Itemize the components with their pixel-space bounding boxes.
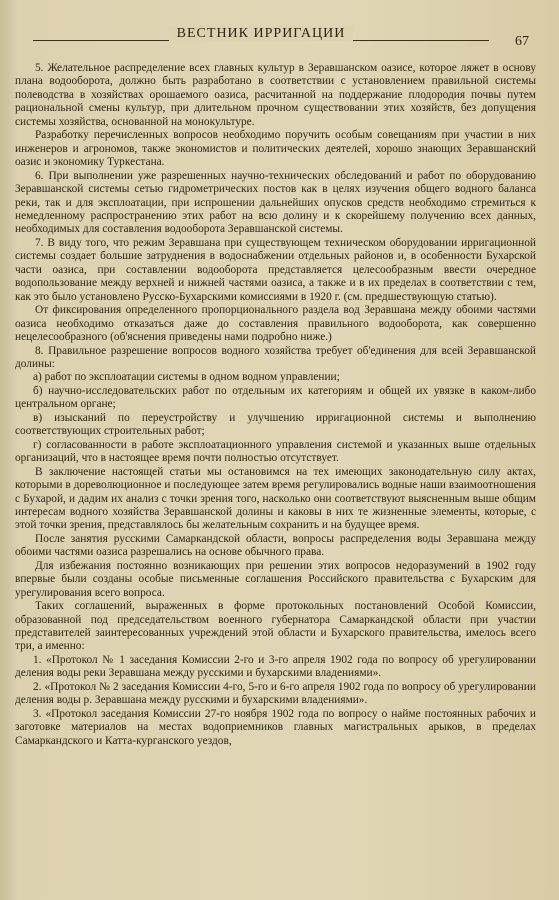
list-item-a: а) работ по эксплоатации системы в одном водном управлении; bbox=[33, 371, 340, 384]
list-item-g: г) согласованности в работе эксплоатационного управления системой и указанных выше отдельных организаций, что в настоящее время почти полностью отсутствует. bbox=[15, 438, 536, 465]
paragraph-6: 6. При выполнении уже разрешенных научно-технических обследований и работ по оборудованию Зеравшанской системы сетью гидрометрических постов как в целях изучения общего водного баланса реки, так и для эксплоатации, при испрошении дальнейших опусков средств необходимо стремиться к немедленному распространению этих работ на всю долину и к скорейшему получению всех данных, необходимых для составления водооборота Зеравшанской системы. bbox=[15, 169, 536, 236]
paragraph-samarkand: После занятия русскими Самаркандской области, вопросы распределения воды Зеравшана между обоими частями оазиса разрешались на основе обычного права. bbox=[15, 532, 536, 559]
paragraph-7: 7. В виду того, что режим Зеравшана при существующем техническом оборудовании ирригационной системы создает большие затруднения в водоснабжении отдельных районов и, в особенности Бухарской части оазиса, при составлении водооборота представляется целесообразным ввести очередное водопользование между верхней и нижней частями оазиса, а также и в их пределах в соответствии с тем, как это было установлено Русско-Бухарскими комиссиями в 1920 г. (см. предшествующую статью). bbox=[15, 236, 536, 303]
paragraph-fixing: От фиксирования определенного пропорционального раздела вод Зеравшана между обоими частями оазиса необходимо отказаться даже до составления правильного водооборота, как совершенно нецелесообразного (об'яснения приведены нами подробно ниже.) bbox=[15, 304, 536, 344]
list-item-b: б) научно-исследовательских работ по отдельным их категориям и общей их увязке в каком-либо центральном органе; bbox=[15, 384, 536, 411]
page-header bbox=[15, 18, 547, 48]
paragraph-5: 5. Желательное распределение всех главных культур в Зеравшанском оазисе, которое ляжет в основу плана водооборота, должно быть разработано в соответствии с установлением правильной системы полеводства в хозяйствах орошаемого оазиса, расчитанной на поддержание плодородия почвы путем рациональной смены культур, при длительном прочном существовании этих хозяйств, без допущения системы хозяйства, основанной на монокультуре. bbox=[15, 62, 536, 128]
paragraph-conclusion: В заключение настоящей статьи мы остановимся на тех имеющих законодательную силу актах, которыми в дореволюционное и последующее затем время регулировались водные наши взаимоотношения с Бухарой, и дадим их анализ с точки зрения того, насколько они соответствуют выясненным выше общим интересам водного хозяйства Зеравшанской долины и каковы в них те жизненные элементы, которые, с этой точки зрения, представлялось бы желательным сохранить и на будущее время. bbox=[15, 465, 536, 532]
protocol-3: 3. «Протокол заседания Комиссии 27-го ноября 1902 года по вопросу о найме постоянных рабочих и заготовке материалов на местах водоприемников главных магистральных арыков, в пределах Самаркандского и Катта-курганского уездов, bbox=[15, 707, 536, 747]
paragraph-8: 8. Правильное разрешение вопросов водного хозяйства требует об'единения для всей Зеравшанской долины: bbox=[15, 344, 536, 370]
page-number: 67 bbox=[515, 34, 529, 49]
list-item-v: в) изысканий по переустройству и улучшению ирригационной системы и выполнению соответствующих строительных работ; bbox=[15, 411, 536, 438]
body-text bbox=[15, 62, 536, 900]
paragraph-agreements: Таких соглашений, выраженных в форме протокольных постановлений Особой Комиссии, образованной под председательством военного губернатора Самаркандской области при участии представителей заинтересованных учреждений этой области и Бухарского правительства, имелось всего три, а именно: bbox=[15, 600, 536, 653]
protocol-1: 1. «Протокол № 1 заседания Комиссии 2-го и 3-го апреля 1902 года по вопросу об урегулировании деления воды реки Зеравшана между русскими и бухарскими владениями». bbox=[15, 653, 536, 680]
protocol-2: 2. «Протокол № 2 заседания Комиссии 4-го, 5-го и 6-го апреля 1902 года по вопросу об урегулировании деления воды р. Зеравшана между русскими и бухарскими владениями». bbox=[15, 680, 536, 707]
paragraph-1902: Для избежания постоянно возникающих при решении этих вопросов недоразумений в 1902 году впервые были созданы особые письменные соглашения Российского правительства с Бухарским для урегулирования всего вопроса. bbox=[15, 559, 536, 599]
paragraph-conferences: Разработку перечисленных вопросов необходимо поручить особым совещаниям при участии в них инженеров и агрономов, также экономистов и политических деятелей, хорошо знающих Зеравшанский оазис и экономику Туркестана. bbox=[15, 129, 536, 169]
running-title bbox=[15, 26, 507, 42]
journal-title: ВЕСТНИК ИРРИГАЦИИ bbox=[169, 26, 354, 41]
